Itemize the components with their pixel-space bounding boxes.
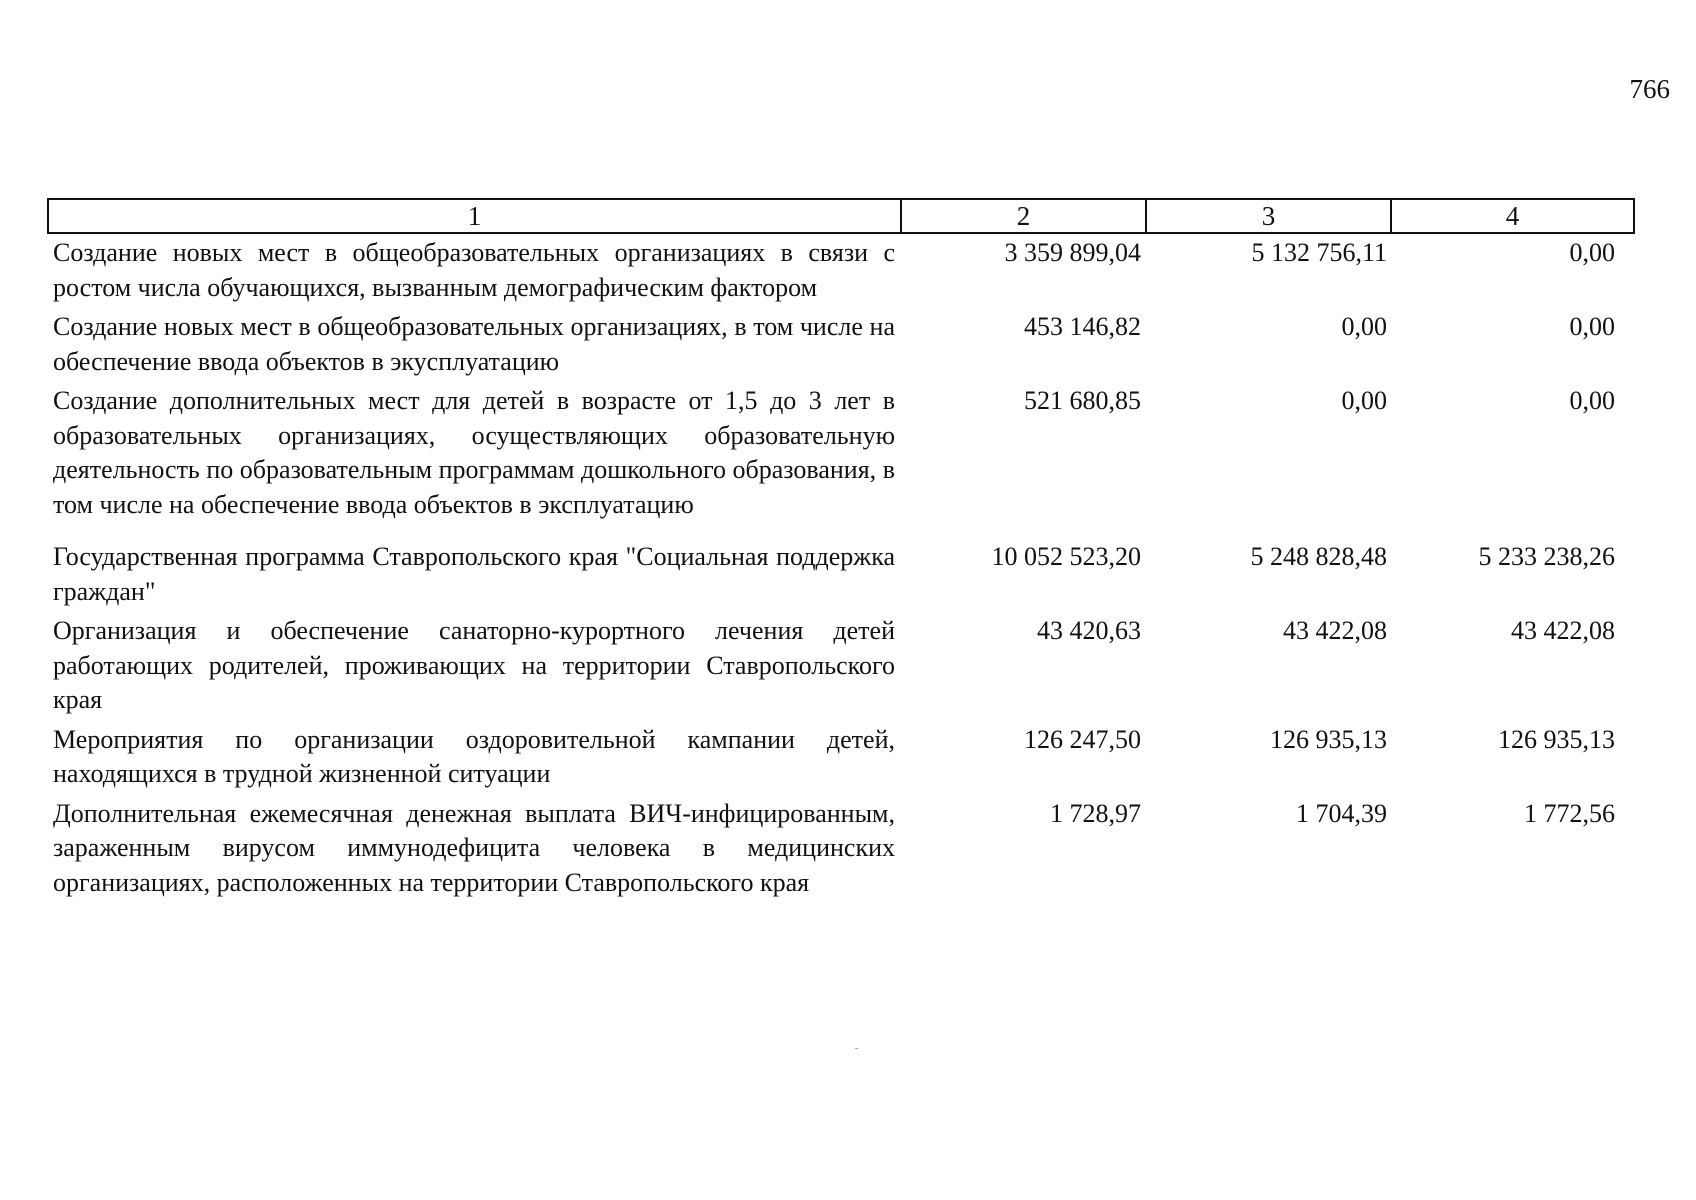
row-value-col-4: 0,00	[1569, 386, 1615, 415]
row-value-col-4: 0,00	[1569, 312, 1615, 341]
row-description: Государственная программа Ставропольского края "Социальная поддержка граждан"	[53, 542, 895, 606]
row-value-col-3: 126 935,13	[1270, 724, 1387, 754]
scan-speck	[855, 1048, 858, 1049]
row-value-col-3: 5 248 828,48	[1250, 542, 1387, 571]
row-value-col-2: 43 420,63	[1037, 616, 1141, 645]
table-header-col-1: 1	[467, 201, 482, 231]
row-value-col-2: 453 146,82	[1024, 312, 1141, 341]
row-value-col-3: 0,00	[1341, 386, 1387, 415]
table-header-row	[47, 198, 1635, 234]
row-value-col-4: 5 233 238,26	[1478, 542, 1615, 571]
row-description: Создание дополнительных мест для детей в возрасте от 1,5 до 3 лет в образовательных организациях, осуществляющих образовательную деятельность по образовательным программам дошкольного образования, в том числе на обеспечение ввода объектов в эксплуатацию	[53, 386, 895, 519]
table-row	[53, 723, 1633, 792]
row-description: Создание новых мест в общеобразовательных организациях в связи с ростом числа обучающихся, вызванным демографическим фактором	[53, 238, 895, 302]
row-description: Дополнительная ежемесячная денежная выплата ВИЧ-инфицированным, зараженным вирусом иммунодефицита человека в медицинских организациях, расположенных на территории Ставропольского края	[53, 798, 895, 897]
row-value-col-2: 10 052 523,20	[991, 542, 1141, 571]
row-value-col-2: 3 359 899,04	[1004, 238, 1141, 267]
row-value-col-2: 126 247,50	[1024, 724, 1141, 754]
row-description: Создание новых мест в общеобразовательных организациях, в том числе на обеспечение ввода объектов в экусплуатацию	[53, 312, 895, 376]
table-row	[53, 540, 1633, 609]
table-row	[53, 310, 1633, 379]
table-header-col-2: 2	[900, 200, 1145, 232]
row-description: Организация и обеспечение санаторно-курортного лечения детей работающих родителей, проживающих на территории Ставропольского края	[53, 616, 895, 714]
page-number: 766	[1629, 74, 1670, 104]
table-row	[53, 384, 1633, 522]
table-header-col-4: 4	[1390, 200, 1633, 232]
table-row	[53, 614, 1633, 718]
row-value-col-4: 0,00	[1569, 238, 1615, 267]
row-value-col-3: 43 422,08	[1283, 616, 1387, 645]
row-value-col-3: 5 132 756,11	[1251, 238, 1387, 267]
table-row	[53, 236, 1633, 305]
row-value-col-3: 0,00	[1341, 312, 1387, 341]
row-value-col-2: 1 728,97	[1050, 798, 1141, 828]
row-value-col-4: 1 772,56	[1524, 798, 1615, 828]
row-description: Мероприятия по организации оздоровительной кампании детей, находящихся в трудной жизненной ситуации	[53, 724, 895, 788]
row-value-col-4: 126 935,13	[1498, 724, 1615, 754]
table-body	[53, 236, 1633, 905]
row-value-col-3: 1 704,39	[1296, 798, 1387, 828]
row-value-col-4: 43 422,08	[1511, 616, 1615, 645]
row-value-col-2: 521 680,85	[1024, 386, 1141, 415]
table-row	[53, 797, 1633, 901]
table-header-col-3: 3	[1145, 200, 1390, 232]
